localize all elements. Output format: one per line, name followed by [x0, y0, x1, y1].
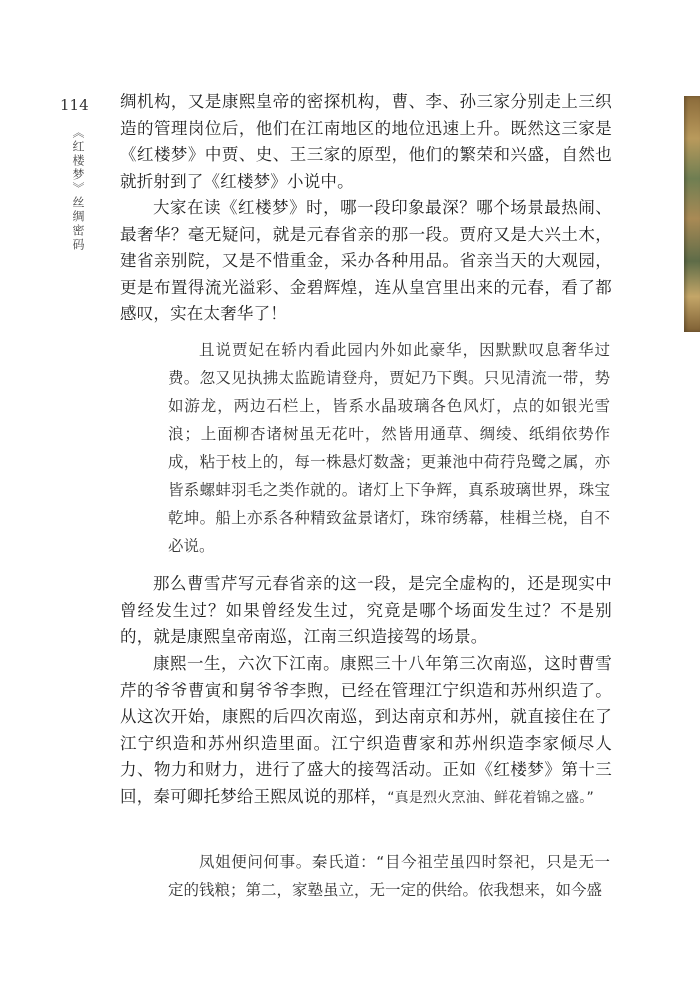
- edge-illustration: [684, 96, 700, 332]
- running-head: 《红楼梦》丝绸密码: [71, 126, 85, 252]
- paragraph-yuanchun-visit: 大家在读《红楼梦》时，哪一段印象最深？哪个场景最热闹、最奢华？毫无疑问，就是元春省亲的那一段。贾府又是大兴土木，建省亲别院，又是不惜重金，采办各种用品。省亲当天的大观园，更是布置得流光溢彩、金碧辉煌，连从皇宫里出来的元春，看了都感叹，实在太奢华了！: [120, 198, 612, 323]
- paragraph-kangxi-tours-text: 康熙一生，六次下江南。康熙三十八年第三次南巡，这时曹雪芹的爷爷曹寅和舅爷爷李煦，已经在管理江宁织造和苏州织造了。从这次开始，康熙的后四次南巡，到达南京和苏州，就直接住在了江宁织造和苏州织造里面。江宁织造曹家和苏州织造李家倾尽人力、物力和财力，进行了盛大的接驾活动。正如《红楼梦》第十三回，秦可卿托梦给王熙凤说的那样，: [120, 654, 612, 806]
- block-quote-yuanchun: 且说贾妃在轿内看此园内外如此豪华，因默默叹息奢华过费。忽又见执拂太监跪请登舟，贾妃乃下舆。只见清流一带，势如游龙，两边石栏上，皆系水晶玻璃各色风灯，点的如银光雪浪；上面柳杏诸树虽无花叶，然皆用通草、绸绫、纸绢依势作成，粘于枝上的，每一株悬灯数盏；更兼池中荷荇凫鹭之属，亦皆系螺蚌羽毛之类作就的。诸灯上下争辉，真系玻璃世界，珠宝乾坤。船上亦系各种精致盆景诸灯，珠帘绣幕，桂楫兰桡，自不必说。: [168, 341, 610, 555]
- paragraph-kangxi-tours: [120, 651, 612, 811]
- inline-quote-qin-keqing: “真是烈火烹油、鲜花着锦之盛。”: [387, 789, 594, 806]
- paragraph-southern-tour-question: 那么曹雪芹写元春省亲的这一段，是完全虚构的，还是现实中曾经发生过？如果曾经发生过，究竟是哪个场面发生过？不是别的，就是康熙皇帝南巡，江南三织造接驾的场景。: [120, 574, 612, 646]
- page-number: 114: [60, 96, 89, 114]
- paragraph-continuation: 绸机构，又是康熙皇帝的密探机构，曹、李、孙三家分别走上三织造的管理岗位后，他们在江南地区的地位迅速上升。既然这三家是《红楼梦》中贾、史、王三家的原型，他们的繁荣和兴盛，自然也就折射到了《红楼梦》小说中。: [120, 92, 612, 191]
- block-quote-fengjie: 凤姐便问何事。秦氏道：“目今祖茔虽四时祭祀，只是无一定的钱粮；第二，家塾虽立，无一定的供给。依我想来，如今盛: [168, 853, 610, 899]
